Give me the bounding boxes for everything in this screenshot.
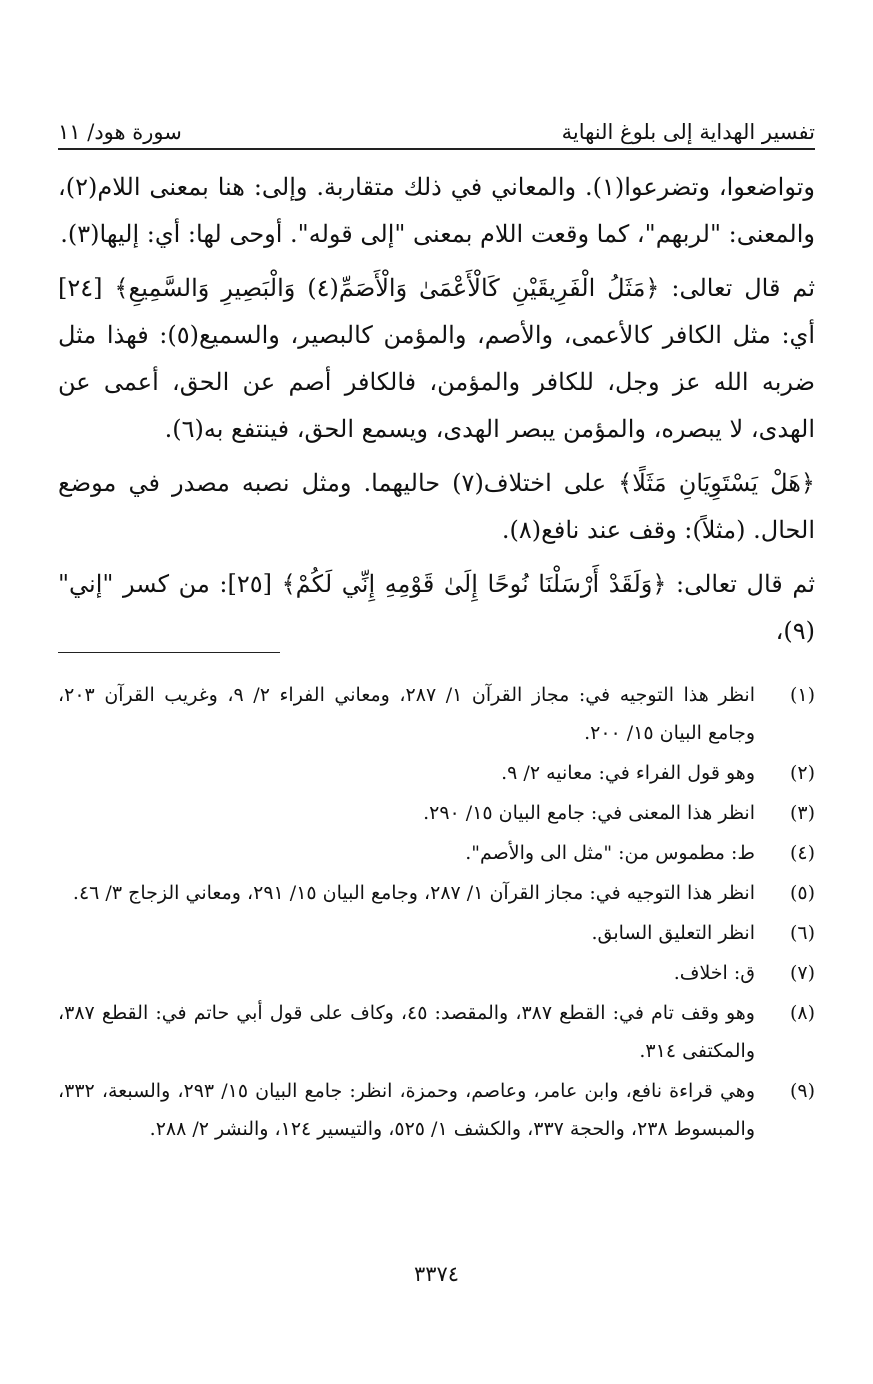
footnote-number: (٧) <box>789 962 815 984</box>
footnote-text: ق: اخلاف. <box>673 962 755 984</box>
footnote <box>58 834 815 872</box>
footnote-number: (٩) <box>789 1080 815 1102</box>
footnote-text: وهي قراءة نافع، وابن عامر، وعاصم، وحمزة، انظر: جامع البيان ١٥/ ٢٩٣، والسبعة، ٣٣٢، والمبسوط ٢٣٨، والحجة ٣٣٧، والكشف ١/ ٥٢٥، والتيسير ١٢٤، والنشر ٢/ ٢٨٨. <box>58 1080 756 1140</box>
footnotes <box>58 676 815 1150</box>
footnote-text: وهو وقف تام في: القطع ٣٨٧، والمقصد: ٤٥، وكاف على قول أبي حاتم في: القطع ٣٨٧، والمكتفى ٣١٤. <box>58 1002 755 1062</box>
footnote-number: (٨) <box>789 1002 815 1024</box>
footnote-number: (٥) <box>789 882 815 904</box>
paragraph: ثم قال تعالى: ﴿وَلَقَدْ أَرْسَلْنَا نُوحًا إِلَىٰ قَوْمِهِ إِنِّي لَكُمْ﴾ [٢٥]: من كسر "إني"(٩)، <box>58 570 816 645</box>
footnote-number: (٣) <box>789 802 815 824</box>
header-divider <box>58 148 815 150</box>
running-header <box>58 108 815 144</box>
book-title: تفسير الهداية إلى بلوغ النهاية <box>561 120 815 144</box>
footnote-text: انظر هذا التوجيه في: مجاز القرآن ١/ ٢٨٧، ومعاني الفراء ٢/ ٩، وغريب القرآن ٢٠٣، وجامع البيان ١٥/ ٢٠٠. <box>58 684 755 744</box>
footnote <box>58 1072 815 1148</box>
page-number: ٣٣٧٤ <box>413 1262 460 1286</box>
footnote-text: وهو قول الفراء في: معانيه ٢/ ٩. <box>501 762 755 784</box>
paragraph: ثم قال تعالى: ﴿مَثَلُ الْفَرِيقَيْنِ كَالْأَعْمَىٰ وَالْأَصَمِّ(٤) وَالْبَصِيرِ وَالسَّمِيعِ﴾ [٢٤] أي: مثل الكافر كالأعمى، والأصم، والمؤمن كالبصير، والسميع(٥): فهذا مثل ضربه الله عز وجل، للكافر والمؤمن، فالكافر أصم عن الحق، أعمى عن الهدى، لا يبصره، والمؤمن يبصر الهدى، ويسمع الحق، فينتفع به(٦). <box>58 274 816 443</box>
footnote-number: (٤) <box>789 842 815 864</box>
footnote <box>58 676 815 752</box>
main-text <box>58 164 815 662</box>
footnote <box>58 954 815 992</box>
footnote-divider <box>58 652 280 653</box>
footnote <box>58 994 815 1070</box>
footnote-number: (٦) <box>789 922 815 944</box>
footnote-number: (٢) <box>789 762 815 784</box>
footnote <box>58 874 815 912</box>
footnote-text: انظر هذا المعنى في: جامع البيان ١٥/ ٢٩٠. <box>423 802 755 824</box>
footnote-text: انظر هذا التوجيه في: مجاز القرآن ١/ ٢٨٧، وجامع البيان ١٥/ ٢٩١، ومعاني الزجاج ٣/ ٤٦. <box>72 882 755 904</box>
paragraph: وتواضعوا، وتضرعوا(١). والمعاني في ذلك متقاربة. وإلى: هنا بمعنى اللام(٢)، والمعنى: "لربهم"، كما وقعت اللام بمعنى "إلى قوله". أوحى لها: أي: إليها(٣). <box>58 173 816 248</box>
paragraph: ﴿هَلْ يَسْتَوِيَانِ مَثَلًا﴾ على اختلاف(٧) حاليهما. ومثل نصبه مصدر في موضع الحال. (مثلاً): وقف عند نافع(٨). <box>58 469 815 544</box>
footnote <box>58 794 815 832</box>
footnote-number: (١) <box>789 684 815 706</box>
footnote <box>58 914 815 952</box>
footnote-text: انظر التعليق السابق. <box>591 922 755 944</box>
surah-label: سورة هود/ ١١ <box>58 120 182 144</box>
footnote <box>58 754 815 792</box>
footnote-text: ط: مطموس من: "مثل الى والأصم". <box>465 842 755 864</box>
